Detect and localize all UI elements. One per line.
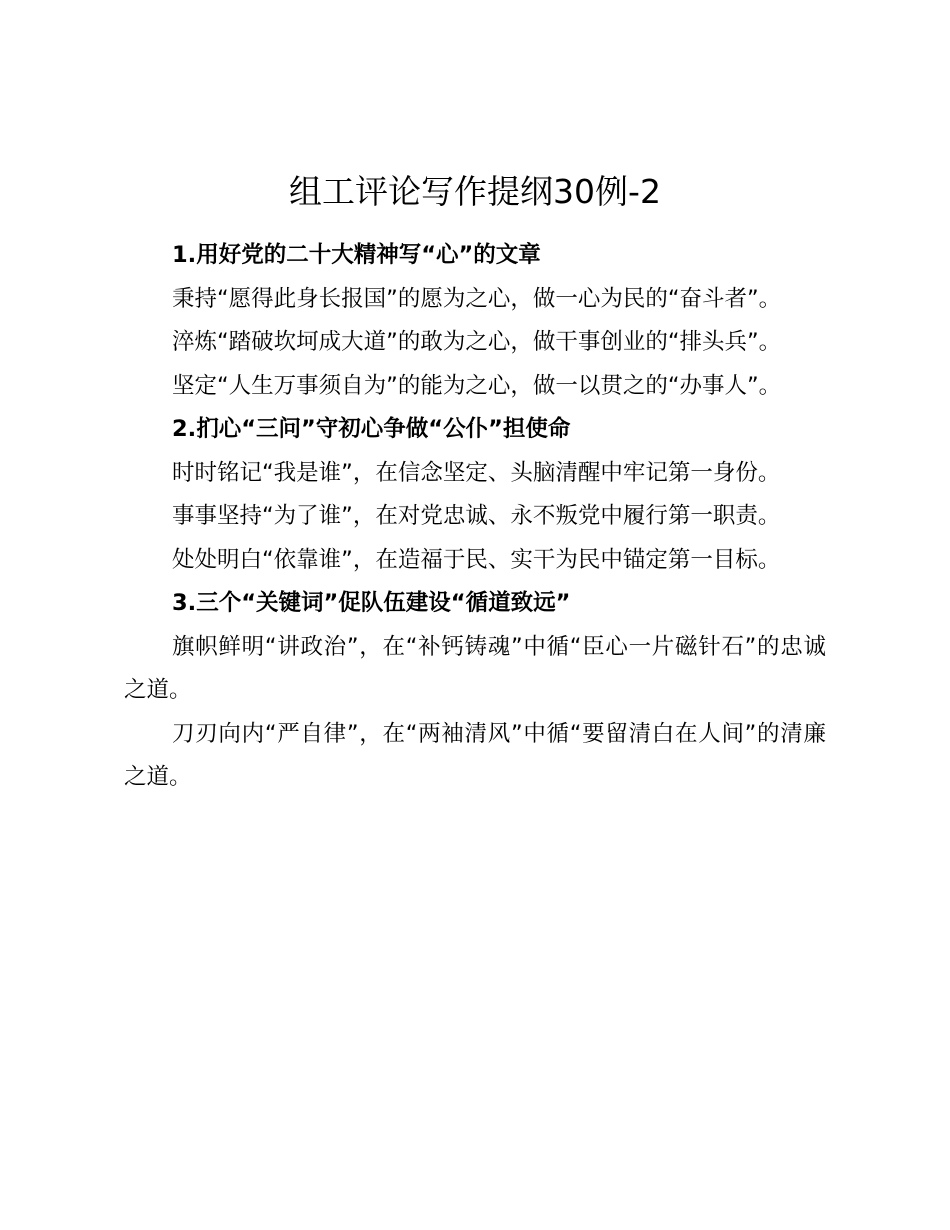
section-1 <box>124 234 826 408</box>
document-title: 组工评论写作提纲30例-2 <box>289 172 661 211</box>
paragraph: 事事坚持“为了谁”，在对党忠诚、永不叛党中履行第一职责。 <box>172 503 781 529</box>
section-heading: 1.用好党的二十大精神写“心”的文章 <box>172 242 541 268</box>
section-3 <box>124 582 826 800</box>
paragraph: 淬炼“踏破坎坷成大道”的敢为之心，做干事创业的“排头兵”。 <box>172 329 782 355</box>
paragraph: 秉持“愿得此身长报国”的愿为之心，做一心为民的“奋斗者”。 <box>172 285 782 312</box>
document-page <box>124 170 826 800</box>
paragraph: 旗帜鲜明“讲政治”，在“补钙铸魂”中循“臣心一片磁针石”的忠诚之道。 <box>124 633 826 703</box>
paragraph: 处处明白“依靠谁”，在造福于民、实干为民中锚定第一目标。 <box>172 546 781 573</box>
section-heading: 2.扪心“三问”守初心争做“公仆”担使命 <box>172 416 571 442</box>
section-heading: 3.三个“关键词”促队伍建设“循道致远” <box>172 590 571 616</box>
paragraph: 坚定“人生万事须自为”的能为之心，做一以贯之的“办事人”。 <box>172 372 782 399</box>
section-2 <box>124 408 826 582</box>
paragraph: 刀刃向内“严自律”，在“两袖清风”中循“要留清白在人间”的清廉之道。 <box>124 720 826 790</box>
paragraph: 时时铭记“我是谁”，在信念坚定、头脑清醒中牢记第一身份。 <box>172 459 781 486</box>
